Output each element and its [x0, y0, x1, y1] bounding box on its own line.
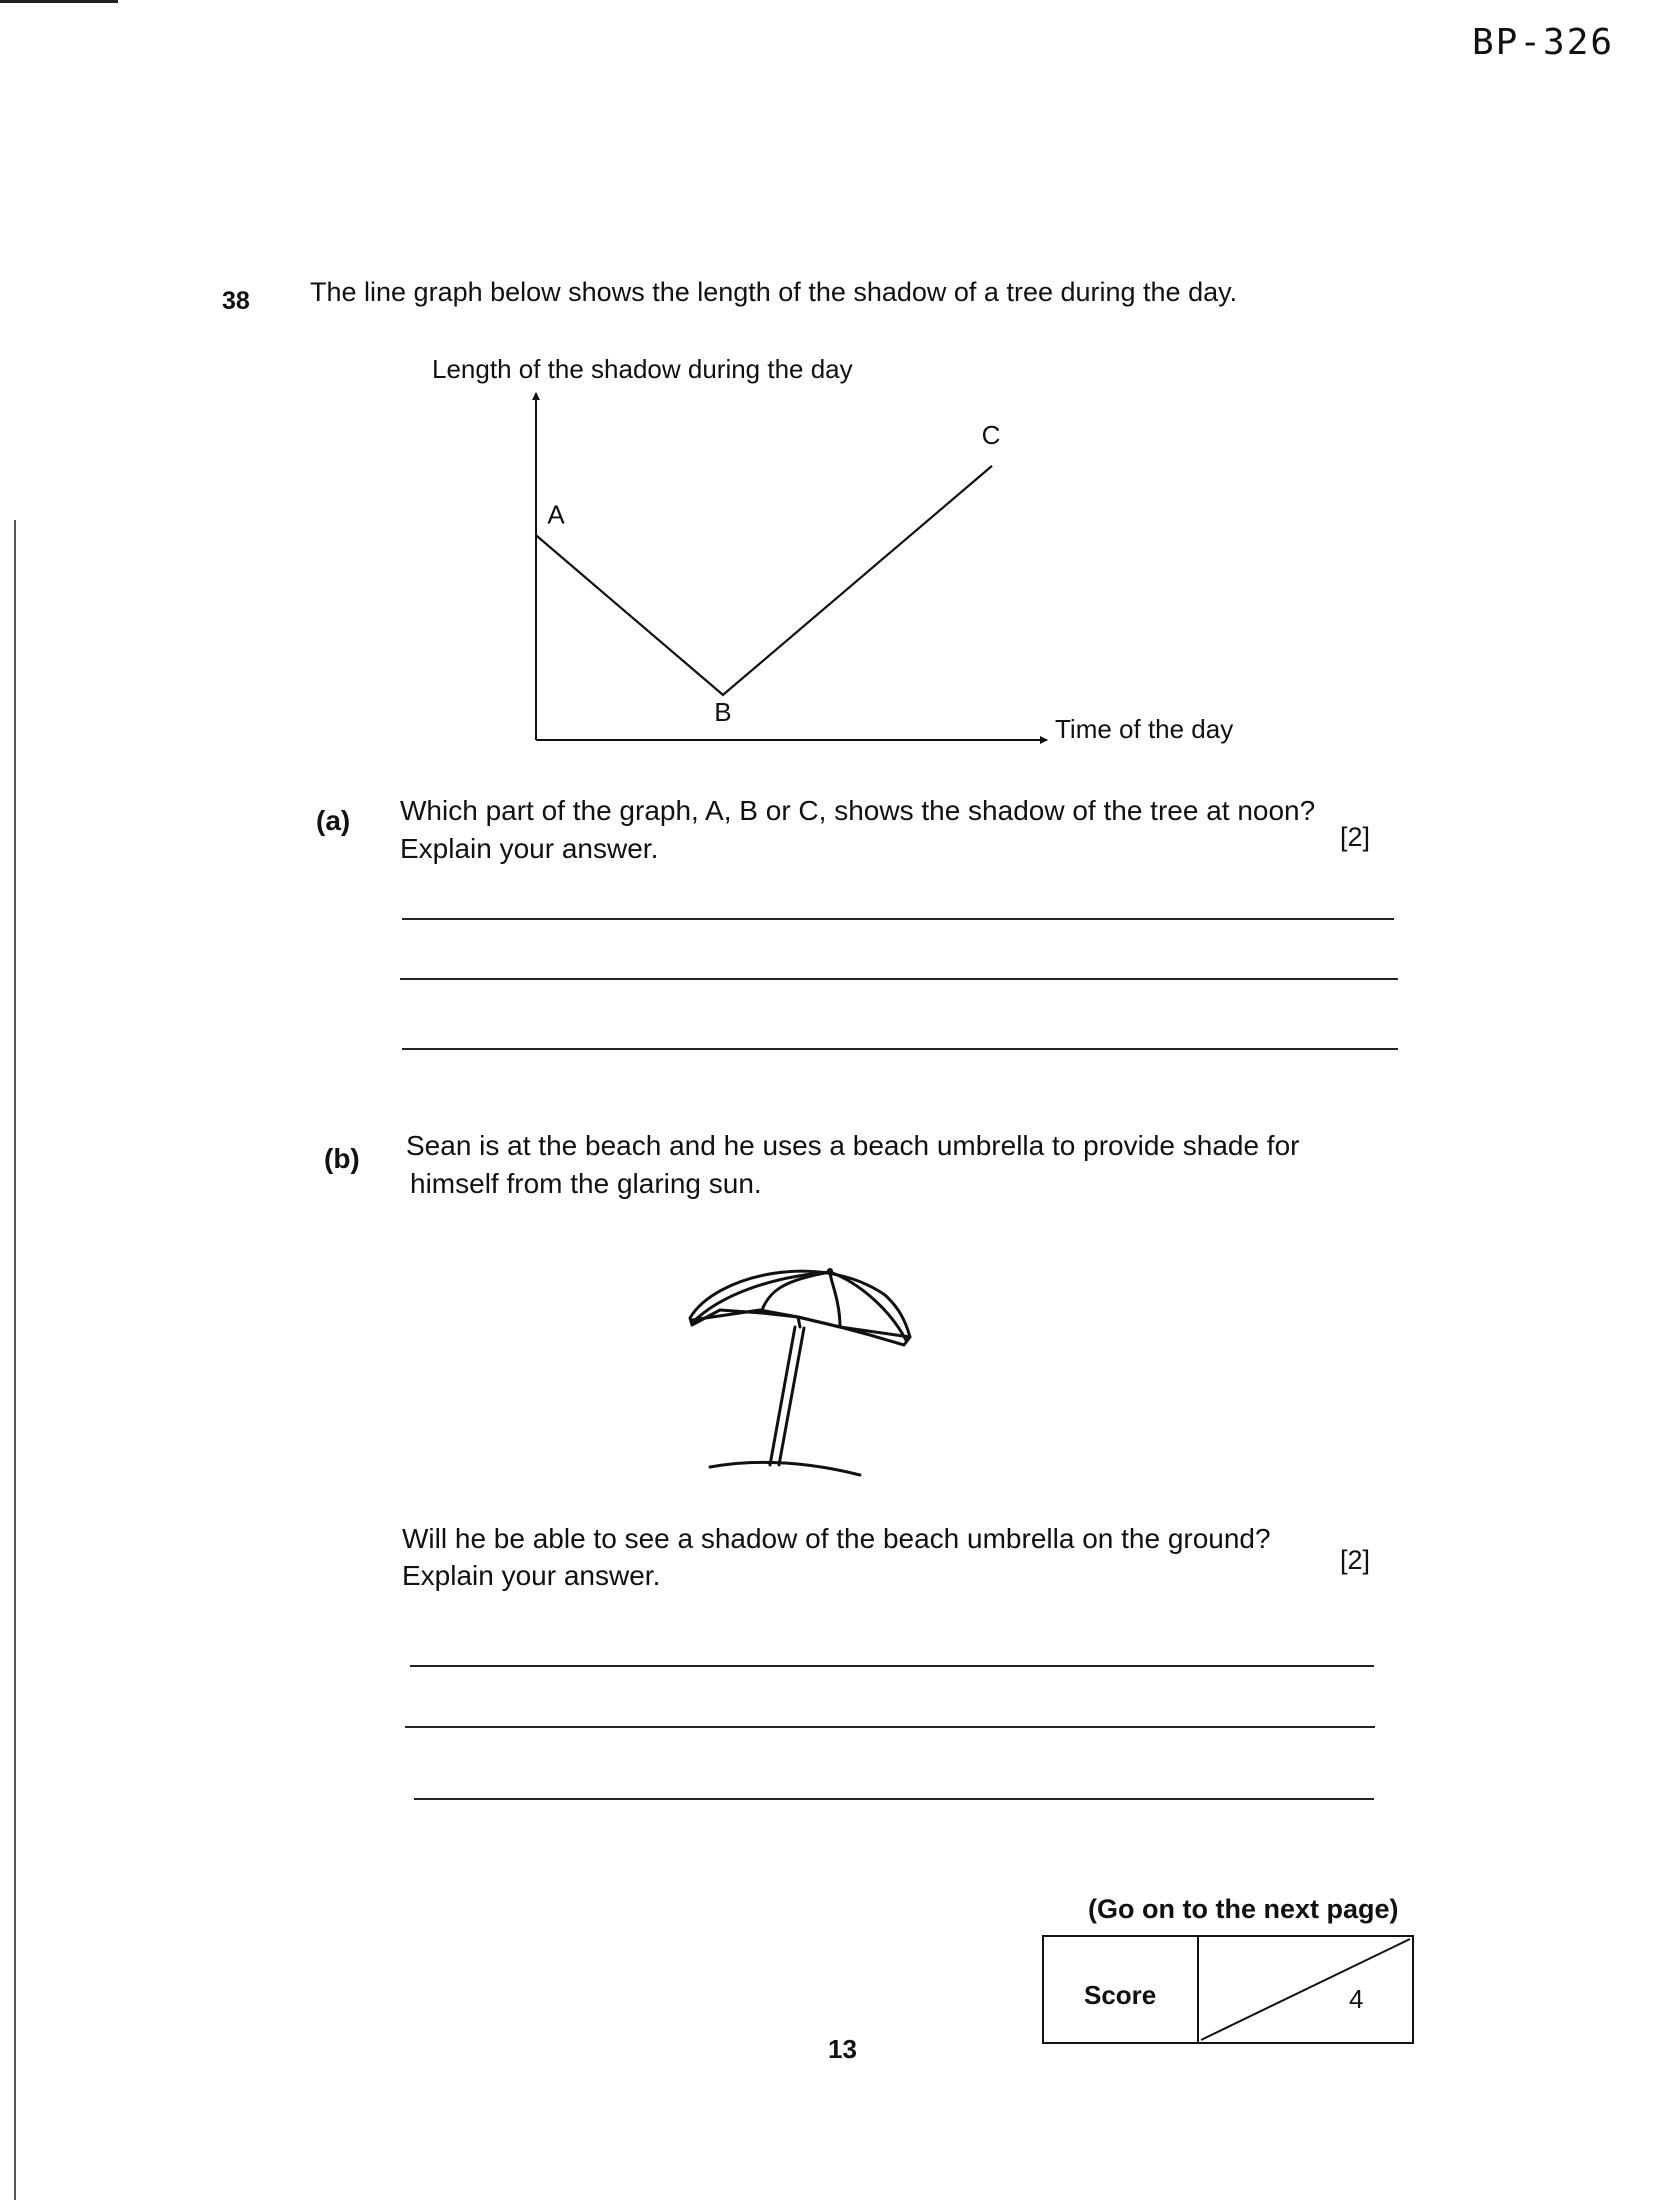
- beach-umbrella-icon: [680, 1255, 950, 1495]
- part-b-intro: Sean is at the beach and he uses a beach umbrella to provide shade for: [406, 1130, 1300, 1161]
- point-label-a: A: [547, 499, 565, 530]
- question-number: 38: [222, 287, 250, 315]
- answer-line[interactable]: [402, 1048, 1398, 1050]
- scan-border-left: [14, 520, 16, 2200]
- answer-line[interactable]: [410, 1665, 1374, 1667]
- page-number: 13: [828, 2034, 857, 2064]
- shadow-length-line-graph: [410, 345, 1310, 765]
- part-a-marks: [2]: [1340, 822, 1371, 852]
- answer-line[interactable]: [405, 1726, 1375, 1728]
- part-b-instruction: Explain your answer.: [402, 1560, 661, 1591]
- page-code: BP-326: [1472, 22, 1615, 63]
- score-divider: [1199, 1937, 1412, 2042]
- answer-line[interactable]: [402, 918, 1394, 920]
- answer-line[interactable]: [414, 1798, 1374, 1800]
- score-value: 4: [1349, 1984, 1364, 2014]
- answer-line[interactable]: [400, 978, 1398, 980]
- part-b-intro-continued: himself from the glaring sun.: [410, 1168, 762, 1199]
- part-a-question: Which part of the graph, A, B or C, shows the shadow of the tree at noon?: [400, 795, 1316, 826]
- question-stem: The line graph below shows the length of the shadow of a tree during the day.: [310, 277, 1238, 307]
- score-label-cell: [1044, 1937, 1199, 2042]
- part-b-question: Will he be able to see a shadow of the beach umbrella on the ground?: [402, 1523, 1271, 1554]
- point-label-b: B: [714, 696, 732, 727]
- part-b-marks: [2]: [1340, 1545, 1371, 1575]
- y-axis-label: Length of the shadow during the day: [432, 354, 853, 384]
- part-b-label: (b): [324, 1143, 360, 1174]
- x-axis-label: Time of the day: [1055, 714, 1234, 744]
- part-a-instruction: Explain your answer.: [400, 833, 659, 864]
- score-box: [1042, 1935, 1414, 2044]
- point-label-c: C: [981, 419, 1001, 450]
- next-page-note: (Go on to the next page): [1088, 1894, 1399, 1924]
- scan-border-top: [0, 0, 118, 3]
- series-line: [536, 466, 992, 695]
- part-a-label: (a): [316, 805, 351, 836]
- score-label: Score: [1084, 1980, 1157, 2010]
